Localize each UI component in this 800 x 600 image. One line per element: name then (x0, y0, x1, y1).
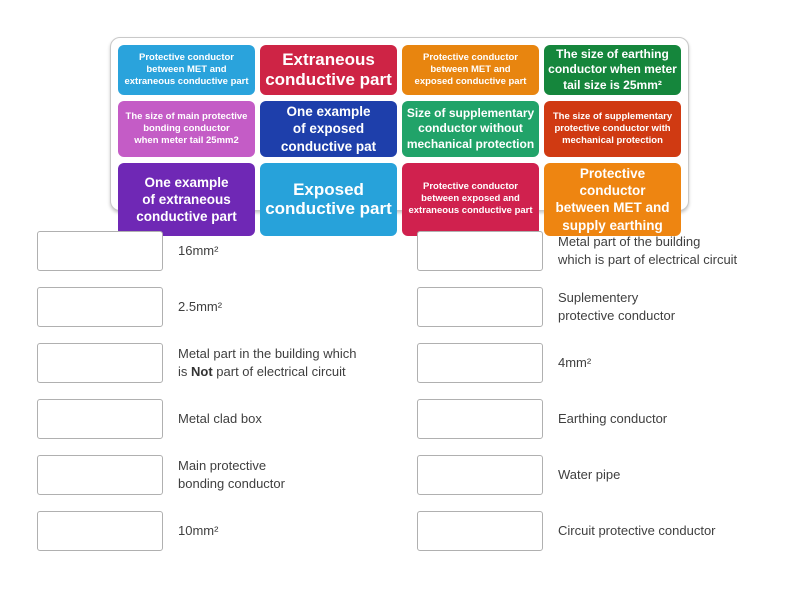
tile-text-line: exposed conductive part (414, 76, 527, 88)
tile-text-line: conductor when meter (548, 62, 677, 77)
match-row (37, 231, 357, 271)
tile-text-line: when meter tail 25mm2 (134, 135, 239, 147)
tile-supplementary-with-protection[interactable] (544, 101, 681, 157)
tile-text-line: protective conductor with (554, 122, 671, 134)
match-row (417, 231, 737, 271)
tile-text-line: Protective conductor (138, 51, 235, 63)
tile-supplementary-without-protection[interactable] (402, 101, 539, 157)
answer-text: 2.5mm² (178, 299, 223, 315)
tile-text-line: Exposed (293, 179, 364, 199)
tile-text-line: between MET and (555, 200, 670, 216)
answer-label (178, 345, 357, 380)
tile-text-line: Size of supplementary (406, 105, 535, 120)
match-row (37, 511, 357, 551)
drop-slot-left-6[interactable] (37, 511, 163, 551)
answer-label (558, 289, 675, 324)
tile-text-line: The size of earthing (556, 47, 669, 61)
tile-text-line: conductive part (136, 209, 237, 225)
match-row (37, 343, 357, 383)
match-row (37, 455, 357, 495)
tile-pc-met-supply-earthing[interactable] (544, 163, 681, 236)
drop-slot-left-5[interactable] (37, 455, 163, 495)
tile-text-line: bonding conductor (143, 122, 230, 134)
tile-text-line: extraneous conductive part (408, 205, 533, 217)
tile-example-of-exposed[interactable] (260, 101, 397, 157)
answer-text-bold: Not (191, 364, 213, 379)
drop-slot-left-3[interactable] (37, 343, 163, 383)
answer-text: Metal part of the building (558, 234, 701, 250)
answer-text: bonding conductor (178, 476, 285, 491)
answer-text: Water pipe (558, 467, 621, 483)
tile-text-line: of extraneous (142, 191, 231, 207)
match-row (417, 399, 737, 439)
match-row (37, 399, 357, 439)
answer-text: Main protective (178, 458, 267, 474)
tile-main-bonding-size[interactable] (118, 101, 255, 157)
answer-label (558, 522, 716, 540)
drop-slot-right-6[interactable] (417, 511, 543, 551)
tile-text-line: between exposed and (421, 193, 520, 205)
answer-label (178, 457, 285, 492)
drop-slot-right-4[interactable] (417, 399, 543, 439)
tile-text-line: One example (144, 174, 229, 190)
tile-text-line: between MET and (146, 63, 227, 75)
answer-text: protective conductor (558, 308, 676, 323)
tile-text-line: mechanical protection (406, 136, 535, 151)
tile-earthing-conductor-size[interactable] (544, 45, 681, 95)
match-row (417, 455, 737, 495)
tile-pc-exposed-extraneous[interactable] (402, 163, 539, 236)
answer-label (558, 410, 667, 428)
tile-text-line: Extraneous (282, 50, 375, 70)
tile-text-line: conductor without (418, 121, 523, 136)
match-column-left (37, 231, 357, 551)
answer-label (178, 298, 222, 316)
tile-panel (110, 37, 689, 233)
tile-text-line: conductive pat (280, 138, 377, 154)
tile-text-line: mechanical protection (562, 135, 663, 147)
tile-text-line: tail size is 25mm² (563, 77, 662, 92)
match-row (417, 287, 737, 327)
tile-text-line: The size of supplementary (552, 110, 673, 122)
tile-text-line: extraneous conductive part (124, 76, 249, 88)
answer-text: Earthing conductor (558, 411, 668, 427)
answer-text: 4mm² (558, 355, 592, 371)
tile-text-line: supply earthing (562, 217, 663, 233)
drop-slot-left-4[interactable] (37, 399, 163, 439)
tile-example-of-extraneous[interactable] (118, 163, 255, 236)
tile-text-line: Protective conductor (422, 51, 519, 63)
tile-text-line: The size of main protective (125, 110, 248, 122)
answer-label (558, 233, 737, 268)
tile-text-line: conductive part (265, 70, 392, 90)
answer-text: 16mm² (178, 243, 219, 259)
drop-slot-right-1[interactable] (417, 231, 543, 271)
drop-slot-left-1[interactable] (37, 231, 163, 271)
match-row (417, 343, 737, 383)
answer-text: which is part of electrical circuit (558, 252, 738, 267)
answer-text: 10mm² (178, 523, 219, 539)
answer-text: Metal clad box (178, 411, 262, 427)
match-column-right (417, 231, 737, 551)
tile-text-line: conductive part (265, 199, 392, 219)
drop-slot-right-2[interactable] (417, 287, 543, 327)
answer-text: Metal part in the building which (178, 346, 357, 362)
tile-extraneous-conductive-part[interactable] (260, 45, 397, 95)
tile-text-line: One example (286, 104, 371, 120)
tile-pc-met-extraneous[interactable] (118, 45, 255, 95)
drop-slot-left-2[interactable] (37, 287, 163, 327)
answer-label (178, 242, 218, 260)
answer-label (178, 410, 262, 428)
tile-text-line: Protective conductor (422, 181, 519, 193)
tile-text-line: of exposed (292, 121, 365, 137)
answer-text-part: is (178, 364, 191, 379)
tile-pc-met-exposed[interactable] (402, 45, 539, 95)
answer-label (558, 354, 591, 372)
drop-slot-right-5[interactable] (417, 455, 543, 495)
answer-text-part: part of electrical circuit (212, 364, 346, 379)
answer-text: Circuit protective conductor (558, 523, 716, 539)
answer-label (558, 466, 620, 484)
tile-text-line: Protective conductor (579, 165, 646, 199)
match-row (417, 511, 737, 551)
tile-text-line: between MET and (430, 63, 511, 75)
drop-slot-right-3[interactable] (417, 343, 543, 383)
answer-text (178, 363, 357, 381)
match-row (37, 287, 357, 327)
answer-text: Suplementery (558, 290, 639, 306)
tile-exposed-conductive-part[interactable] (260, 163, 397, 236)
answer-label (178, 522, 218, 540)
